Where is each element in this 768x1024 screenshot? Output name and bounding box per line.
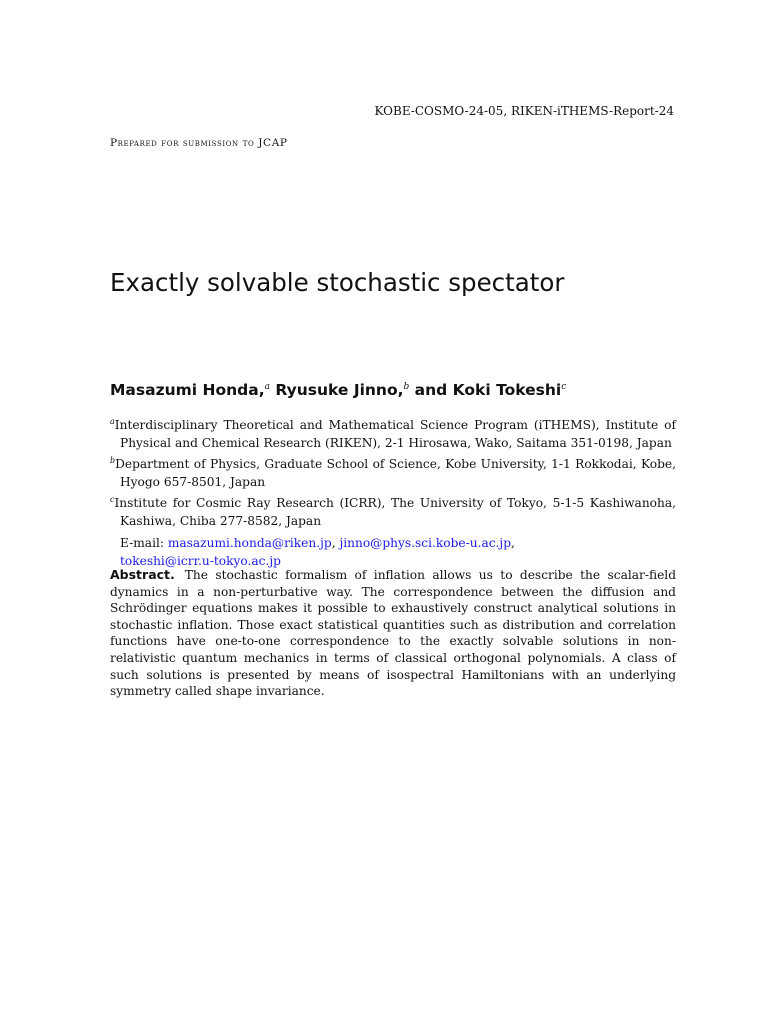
affiliation-item [110, 452, 676, 491]
email-link[interactable]: tokeshi@icrr.u-tokyo.ac.jp [120, 554, 281, 569]
email-separator: , [331, 536, 336, 551]
email-label: E-mail: [120, 536, 164, 551]
abstract [110, 567, 676, 700]
affiliation-text: Institute for Cosmic Ray Research (ICRR), The University of Tokyo, 5-1-5 Kashiwanoha, Kashiwa, Chiba 277-8582, Japan [114, 496, 676, 529]
email-link[interactable]: jinno@phys.sci.kobe-u.ac.jp [339, 536, 511, 551]
affiliation-mark: b [110, 456, 116, 466]
report-number: KOBE-COSMO-24-05, RIKEN-iTHEMS-Report-24 [374, 104, 674, 118]
author-conjunction: and [414, 381, 448, 399]
paper-title: Exactly solvable stochastic spectator [110, 268, 565, 297]
email-separator: , [511, 536, 515, 551]
affiliation-item [110, 413, 676, 452]
author-name: Ryusuke Jinno, [275, 381, 404, 399]
author-name: Koki Tokeshi [452, 381, 562, 399]
author-list [110, 381, 566, 399]
author-affiliation-mark: b [403, 381, 410, 392]
author-name: Masazumi Honda, [110, 381, 265, 399]
email-link[interactable]: masazumi.honda@riken.jp [167, 536, 332, 551]
submission-note: Prepared for submission to JCAP [110, 137, 288, 149]
affiliation-text: Department of Physics, Graduate School of Science, Kobe University, 1-1 Rokkodai, Kobe, Hyogo 657-8501, Japan [115, 457, 676, 490]
email-block [110, 534, 676, 570]
abstract-label: Abstract. [110, 567, 175, 582]
affiliations [110, 413, 676, 570]
author-affiliation-mark: c [561, 381, 567, 392]
author-affiliation-mark: a [264, 381, 270, 392]
affiliation-mark: c [110, 495, 115, 505]
affiliation-item [110, 491, 676, 530]
affiliation-mark: a [110, 417, 115, 426]
affiliation-text: Interdisciplinary Theoretical and Mathematical Science Program (iTHEMS), Institute of Physical and Chemical Research (RIKEN), 2-1 Hirosawa, Wako, Saitama 351-0198, Japan [114, 418, 676, 451]
abstract-text: The stochastic formalism of inflation allows us to describe the scalar-field dynamics in a non-perturbative way. The correspondence between the diffusion and Schrödinger equations makes it possible to exhaustively construct analytical solutions in stochastic inflation. Those exact statistical quantities such as distribution and correlation functions have one-to-one correspondence to the exactly solvable solutions in non-relativistic quantum mechanics in terms of classical orthogonal polynomials. A class of such solutions is presented by means of isospectral Hamiltonians with an underlying symmetry called shape invariance. [110, 568, 676, 699]
